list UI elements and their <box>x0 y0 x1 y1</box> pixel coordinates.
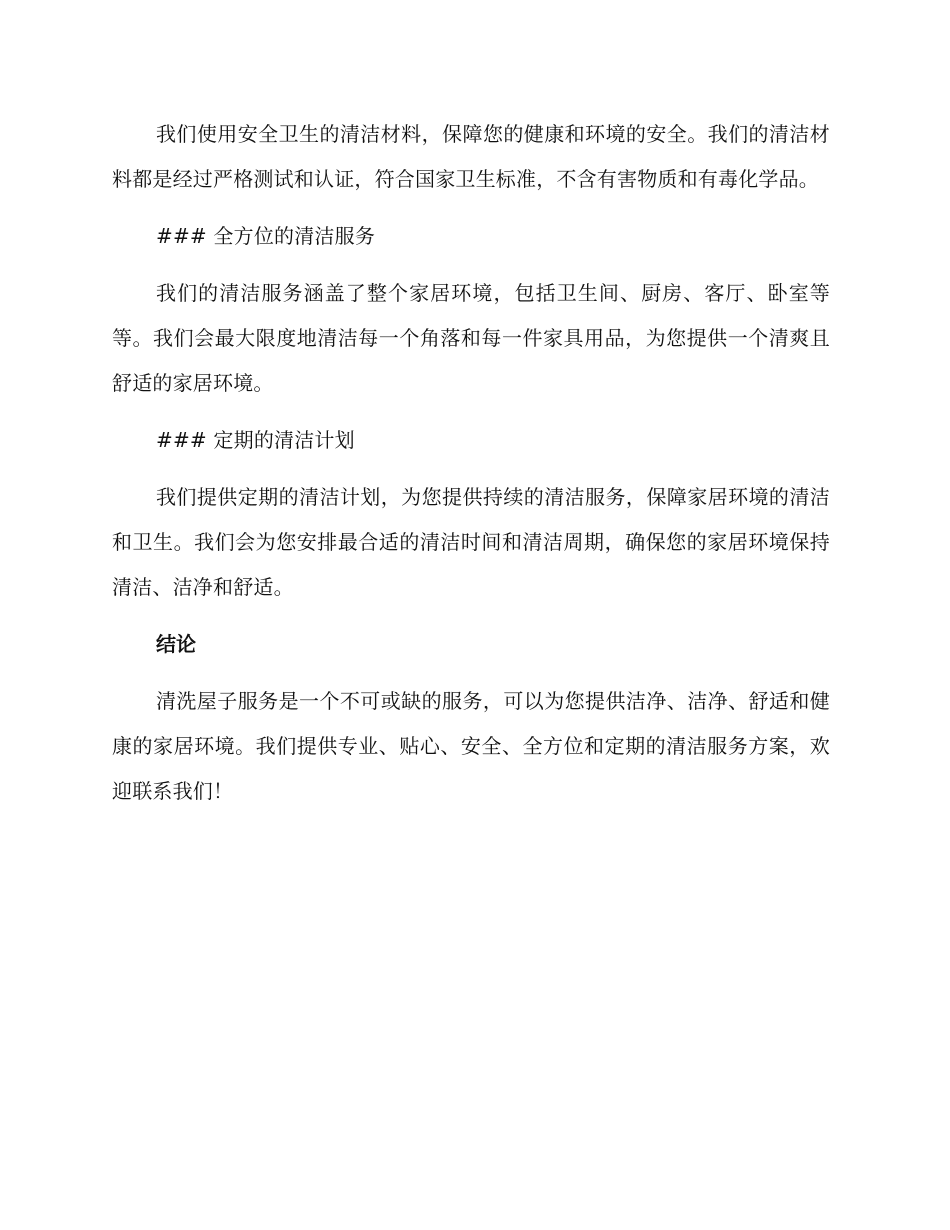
subheading-regular-plan: ### 定期的清洁计划 <box>156 428 355 452</box>
paragraph-safety: 我们使用安全卫生的清洁材料，保障您的健康和环境的安全。我们的清洁材料都是经过严格测试和认证，符合国家卫生标准，不含有害物质和有毒化学品。 <box>112 122 830 191</box>
document-page <box>112 112 830 826</box>
conclusion-heading: 结论 <box>156 632 196 656</box>
paragraph-regular-plan: 我们提供定期的清洁计划，为您提供持续的清洁服务，保障家居环境的清洁和卫生。我们会为您安排最合适的清洁时间和清洁周期，确保您的家居环境保持清洁、洁净和舒适。 <box>112 485 830 599</box>
paragraph-conclusion: 清洗屋子服务是一个不可或缺的服务，可以为您提供洁净、洁净、舒适和健康的家居环境。我们提供专业、贴心、安全、全方位和定期的清洁服务方案，欢迎联系我们！ <box>112 689 830 803</box>
subheading-comprehensive-service: ### 全方位的清洁服务 <box>156 224 376 248</box>
paragraph-comprehensive-service: 我们的清洁服务涵盖了整个家居环境，包括卫生间、厨房、客厅、卧室等等。我们会最大限度地清洁每一个角落和每一件家具用品，为您提供一个清爽且舒适的家居环境。 <box>112 281 830 395</box>
